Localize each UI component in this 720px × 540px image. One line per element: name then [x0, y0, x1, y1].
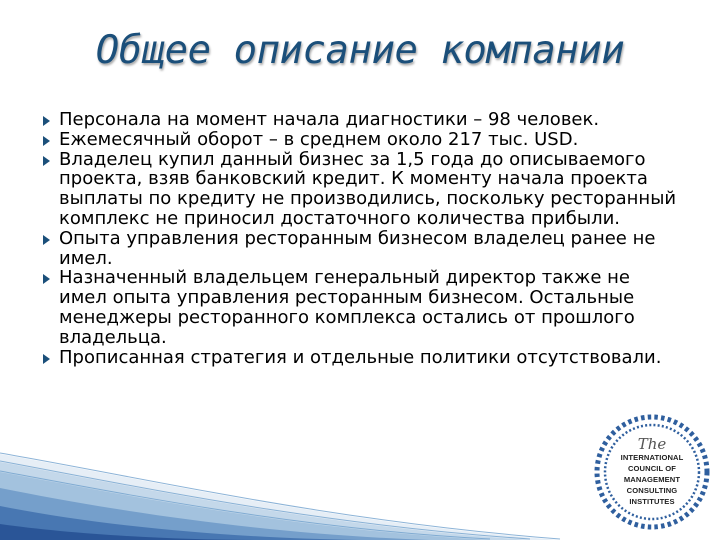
- triangle-bullet-icon: [43, 156, 50, 166]
- seal-line: INSTITUTES: [629, 497, 675, 506]
- bullet-item: [40, 130, 680, 150]
- seal-line: COUNCIL OF: [627, 464, 677, 473]
- bullet-text: Назначенный владельцем генеральный директор также не имел опыта управления ресторанным бизнесом. Остальные менеджеры ресторанного комплекса остались от прошлого владельца.: [59, 267, 635, 348]
- bullet-text: Персонала на момент начала диагностики – 98 человек.: [59, 109, 600, 130]
- bullet-list: [40, 110, 680, 367]
- bullet-item: [40, 229, 680, 269]
- triangle-bullet-icon: [43, 354, 50, 364]
- bullet-item: [40, 110, 680, 130]
- slide-title: Общее описание компании: [95, 28, 625, 73]
- bullet-item: [40, 150, 680, 229]
- bullet-text: Прописанная стратегия и отдельные политики отсутствовали.: [59, 346, 662, 368]
- seal-line: INTERNATIONAL: [620, 453, 684, 462]
- triangle-bullet-icon: [43, 136, 50, 146]
- bullet-text: Ежемесячный оборот – в среднем около 217 тыс. USD.: [59, 128, 579, 150]
- bullet-text: Владелец купил данный бизнес за 1,5 года до описываемого проекта, взяв банковский кредит. К моменту начала проекта выплаты по кредиту не производились, поскольку ресторанный комплекс не приносил достаточного количества прибыли.: [59, 148, 677, 229]
- triangle-bullet-icon: [43, 274, 50, 284]
- seal-script-text: The: [637, 435, 667, 453]
- seal-line: CONSULTING: [626, 486, 678, 495]
- bullet-text: Опыта управления ресторанным бизнесом владелец ранее не имел.: [59, 227, 656, 269]
- seal-line: MANAGEMENT: [623, 475, 681, 484]
- bullet-item: [40, 348, 680, 368]
- triangle-bullet-icon: [43, 116, 50, 126]
- bullet-item: [40, 268, 680, 347]
- triangle-bullet-icon: [43, 235, 50, 245]
- seal-text: [612, 436, 692, 507]
